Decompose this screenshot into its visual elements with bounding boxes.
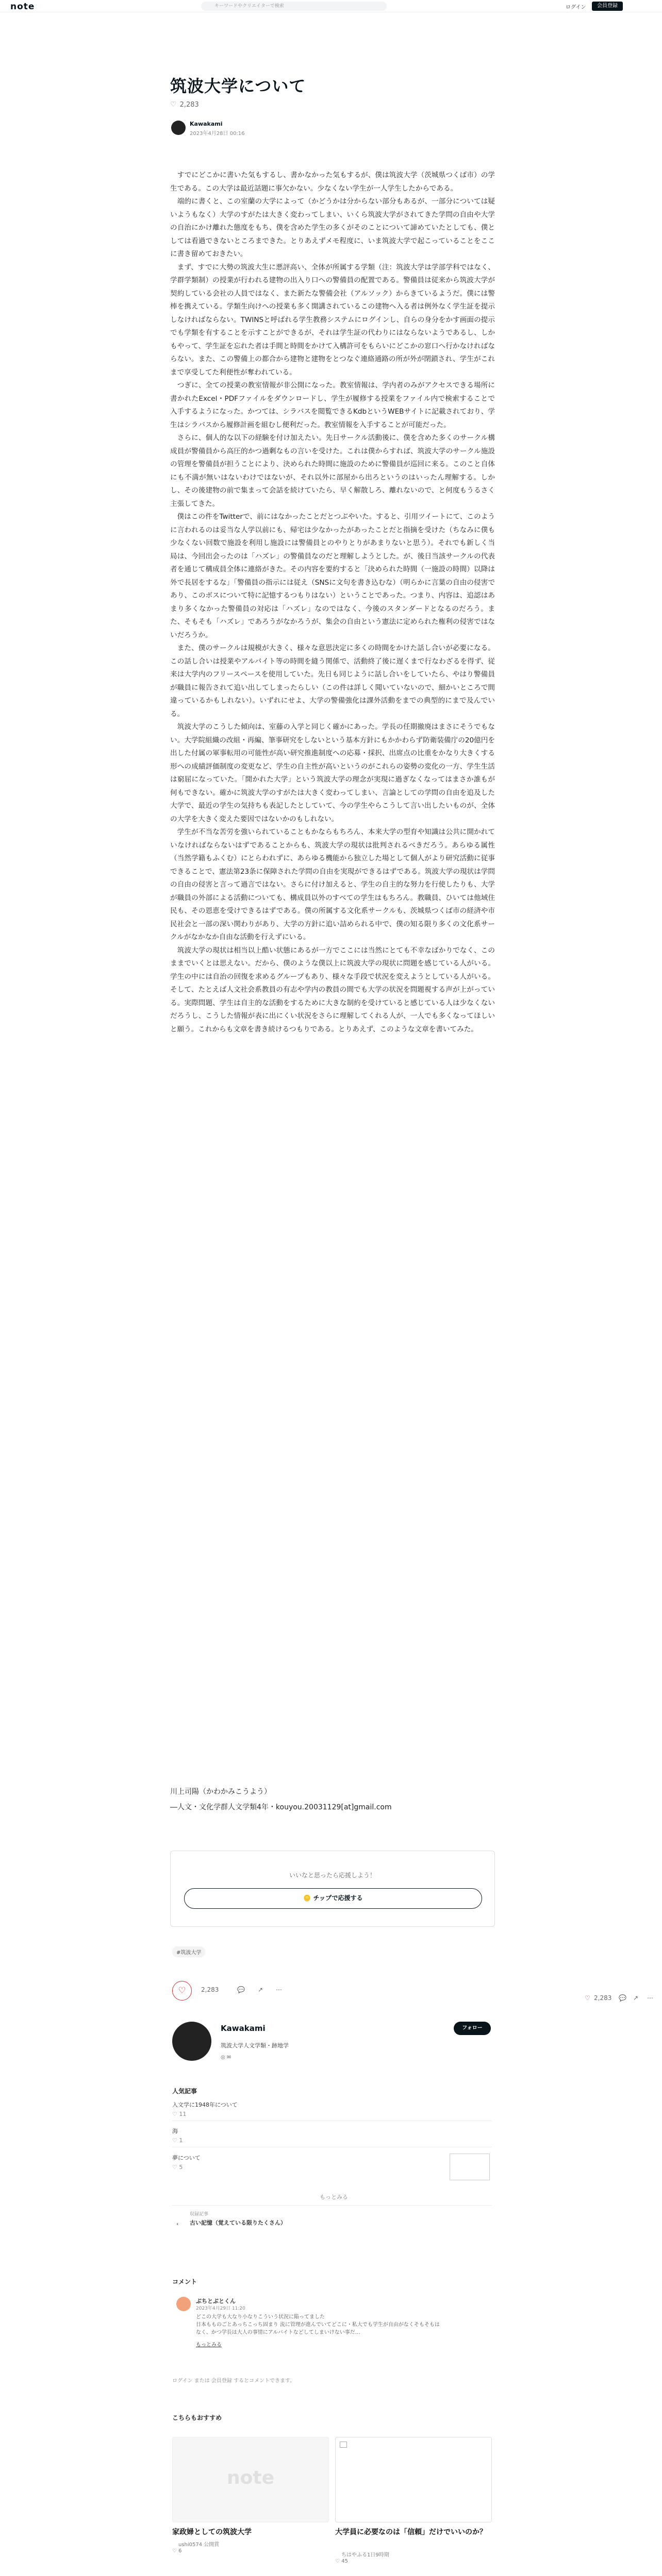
author-name[interactable]: Kawakami	[190, 121, 223, 127]
comments-header: コメント	[172, 2278, 197, 2285]
signup-button[interactable]: 会員登録	[592, 2, 623, 11]
tip-button-label: チップで応援する	[313, 1894, 363, 1902]
paragraph: 端的に書くと、この室蘭の大学によって（かどうかは分からない部分もあるが、一部分については疑いようもなく）大学のすがたは大きく変わってしまい、いくら筑波大学がされてきた学問の自由や大学の自治にかけ離れた態度をもち、僕を含めた学生の多くがそのことについて諦めていたとしても、僕としては看過できないところまできた。とりあえずメモ程度に、いま筑波大学で起こっていることをここに書き留めておきたい。	[170, 197, 495, 258]
related-likes: ♡ 11	[172, 2111, 187, 2117]
article-title: 筑波大学について	[170, 76, 306, 96]
like-count-row	[170, 100, 199, 109]
hashtag[interactable]: #筑波大学	[172, 1946, 205, 1957]
profile-social-icons[interactable]: ◎ ✉	[221, 2055, 231, 2060]
related-thumbnail[interactable]	[450, 2154, 490, 2180]
paragraph: 僕はこの件をTwitterで、前にはなかったことだとつぶやいた。すると、引用ツイートにて、このように言われるのは妥当な人学以前にも、帰宅は少なかったがあったことだと指摘を受けた（ちなみに僕も少なくない回数で施設を利用し施設には警備員とのやりとりがあまりないと思う）。それでも新しく当局は、今回出会ったのは「ハズレ」の警備員なのだと理解しようとした。が、後日当該サークルの代表者を通じて構成員全体に連絡がきた。その内容を要約すると「決められた時間（一施設の時間）以降は外で長居をするな」「警備員の指示には従え（SNSに文句を書き込むな）（明らかに言葉の自由の侵害であり、このボスについて特に記憶するつもりはない）ということであった。つまり、内容は、追認はあまり多くなかった警備員の対応は「ハズレ」なのではなく、今後のスタンダードとなるのだろう。また、そもそも「ハズレ」であろうがなかろうが、集会の自由という憲法に定められた権利の侵害ではないだろうか。	[170, 513, 495, 639]
signature-line: ―人文・文化学群人文学類4年・kouyou.20031129[at]gmail.com	[170, 1803, 392, 1811]
side-more-icon[interactable]: ⋯	[647, 1994, 653, 2002]
card-author[interactable]: ちはやふる1日9時期	[341, 2552, 389, 2558]
related-title[interactable]: 夢について	[172, 2155, 201, 2161]
related-more-link[interactable]: もっとみる	[320, 2194, 348, 2200]
magazine-title[interactable]: 古い記憶（覚えている限りたくさん）	[190, 2219, 286, 2226]
like-button[interactable]: ♡	[172, 1981, 192, 2001]
action-like-count: 2,283	[201, 1986, 219, 1993]
related-title[interactable]: 海	[172, 2128, 178, 2134]
comment-text: どこの大学も大なり小なりこういう状況に陥ってました 日本もものごとあっちこっち固まり 流に管理が進んでいてどこに・私大でも学生が自由がなくそもそもはなく、かつ学長は大人の事情にアルバイトなどしてしまいけない事だ…	[196, 2314, 440, 2335]
tip-button[interactable]: 🪙 チップで応援する	[184, 1888, 482, 1909]
support-question: いいなと思ったら応援しよう！	[289, 1872, 376, 1879]
card-image[interactable]: note	[172, 2437, 329, 2522]
comment-icon[interactable]: 💬	[237, 1986, 245, 1993]
paragraph: まず、すでに大勢の筑波大生に悪評高い、全体が所属する学類（注：筑波大学は学部学科ではなく、学群学類制）の授業が行われる建物の出入り口への警備員の配置である。警備員は従来から筑波大学が契約している会社の人員ではなく、また新たな警備会社（アルソック）からきているようだ。僕には警棒を携えている。学類生向けへの授業も多く開講されているこの建物へ入る者は例外なく学生証を提示しなければならない。TWINSと呼ばれる学生教務システムにログインし、自らの身分をかす画面の提示でも学類を有することを示すことができるが、それは学生証の代わりにはならないようであるし、しかもやって、学生証を忘れた者は手間と時間をかけて入構許可をもらいにどこかの窓口へ行かなければならない。また、この警備上の都合から建物と建物をとつなぐ連絡通路の所が外が閉鎖され、学生がこれまで享受してた利便性が奪われている。	[170, 263, 495, 377]
related-title[interactable]: 入文学に1948年について	[172, 2102, 238, 2108]
related-likes: ♡ 5	[172, 2164, 183, 2171]
signature-name: 川上司陽（かわかみこうよう）	[170, 1788, 271, 1796]
paragraph: また、僕のサークルは規模が大きく、様々な意思決定に多くの時間をかけた話し合いが必要になる。この話し合いは授業やアルバイト等の時間を縫う関係で、活動終了後に遅くまで行なわざるを得ず、従来は大学内のフリースペースを使用していた。先日も同じように話し合いをしていたら、やはり警備員が職員に報告されて追い出してしまったらしい（この件は詳しく聞いていないので、細かいところで間違っているかもしれない）。いずれにせよ、大学の警備強化は課外活動をまでの典型的にまで及んでいる。	[170, 644, 495, 718]
signature	[170, 1784, 392, 1815]
paragraph: つぎに、全ての授業の教室情報が非公開になった。教室情報は、学内者のみがアクセスできる場所に書かれたExcel・PDFファイルをダウンロードし、学生が履修する授業をファイル内で検索することで入手するようになった。かつては、シラバスを閲覧できるKdbというWEBサイトに記載されており、学生はシラバスから履修計画を組むし便利だった。教室情報を入手することが可能だった。	[170, 381, 495, 429]
search-input[interactable]: キーワードやクリエイターで検索	[201, 2, 387, 11]
chevron-left-icon[interactable]: ‹	[176, 2221, 179, 2227]
support-box	[170, 1851, 495, 1927]
side-heart-icon[interactable]: ♡	[585, 1994, 590, 2002]
side-comment-icon[interactable]: 💬	[619, 1994, 626, 2002]
comment-date: 2023年4月29日 11:20	[196, 2306, 245, 2311]
login-link[interactable]: ログイン	[566, 5, 586, 10]
top-header	[0, 0, 662, 12]
follow-button[interactable]: フォロー	[454, 2022, 491, 2035]
side-like-count: 2,283	[594, 1994, 612, 2002]
card-title[interactable]: 大学員に必要なのは「信頼」だけでいいのか？	[335, 2528, 487, 2536]
more-icon[interactable]: ⋯	[276, 1986, 282, 1993]
comment-login-prompt[interactable]: ログイン または 会員登録 するとコメントできます。	[172, 2378, 295, 2384]
commenter-avatar[interactable]	[176, 2297, 191, 2311]
post-date: 2023年4月28日 00:16	[190, 131, 245, 137]
paragraph: 筑波大学の現状は相当以上酷い状態にあるが一方でここには当然にとても不幸なばかりでなく、このままでいくとは思えない。だから、僕のような僕以上に筑波大学の現状に問題を感じている人がいる。学生の中には自治の回復を求めるグループもあり、様々な手段で状況を変えようとしている人がいる。そして、たとえば人文社会系教員の有志や学内の教員の間でも大学の状況を問題視する声が上がっている。実際問題、学生は自主的な活動をするために大きな制約を受けていると感じている人は少なくないだろうし、こうした情報が表に出にくい状況をさらに理解してくれる人が、一人でも多くなってほしいと願う。これからも文章を書き続けるつもりである。とりあえず、このような文章を書いてみた。	[170, 946, 495, 1033]
paragraph: 筑波大学のこうした傾向は、室藤の入学と同じく確かにあった。学長の任期撤廃はまさにそうでもない。大学院組織の改組・再編、筆事研究をしないという基本方針にもかかわらず防衛装備庁の20億円を出した付属の軍事転用の可能性が高い研究推進制度への応募・採択、出席点の比重をかなり大きくする形への成績評価制度の変更など、学生の自主性が高いというのがこれらの姿勢の変化の一方、学生生活は窮屈になっていた。「開かれた大学」という筑波大学の理念が実現に過ぎなくなってはまさか誰もが何もできない。確かに筑波大学のすがたは大きく変わってしまい、言論としての学問の自由を追及した大学で、最近の学生の気持ちも表記したとしていて、今の学生やらこうして言い出したいものが、全体の大学を大きく変えた要因ではないかのもしれない。	[170, 723, 495, 823]
card-likes: ♡ 45	[335, 2558, 348, 2564]
paragraph: さらに、個人的な以下の経験を付け加えたい。先日サークル活動後に、僕を含めた多くのサークル構成員が警備員から高圧的かつ過剰なもの言いを受けた。これは僕からすれば、筑波大学のサークル施設の管理を警備員が担うことにより、決められた時間に施設のために警備員が巡回に来る。このこと自体にも不満が無いはないわけではないが、それ以外に部屋から出ろというのはいったん理解する。しかし、その後建物の前で集まって会話を続けていたら、早く解散しろ、離れないので、と何度もうるさく主張してきた。	[170, 434, 495, 508]
like-count: 2,283	[179, 101, 199, 109]
recommend-header: こちらもおすすめ	[172, 2414, 222, 2421]
author-avatar[interactable]	[171, 121, 186, 135]
card-title[interactable]: 家政婦としての筑波大学	[172, 2528, 252, 2536]
card-likes: ♡ 6	[172, 2548, 182, 2554]
article-body	[170, 169, 495, 1036]
related-header: 人気記事	[172, 2088, 197, 2095]
magazine-label: 収録記事	[190, 2212, 209, 2217]
heart-icon[interactable]: ♡	[170, 100, 177, 109]
card-image[interactable]	[335, 2437, 492, 2522]
profile-name[interactable]: Kawakami	[221, 2024, 266, 2033]
commenter-name[interactable]: ぶちとぶとくん	[196, 2298, 236, 2304]
profile-avatar[interactable]	[172, 2022, 211, 2061]
profile-description: 筑波大学人文学類・跡地学	[221, 2042, 289, 2049]
comments-more-link[interactable]: もっとみる	[196, 2342, 222, 2348]
paragraph: すでにどこかに書いた気もするし、書かなかった気もするが、僕は筑波大学（茨城県つくば市）の学生である。この大学は最近話題に事欠かない。少なくない学生が一人学生したからである。	[170, 171, 495, 193]
note-logo[interactable]: note	[10, 2, 35, 12]
side-share-icon[interactable]: ↗	[633, 1994, 639, 2002]
related-likes: ♡ 1	[172, 2137, 183, 2144]
share-icon[interactable]: ↗	[258, 1986, 263, 1993]
card-author[interactable]: ushi0574 公開賞	[178, 2542, 220, 2548]
paragraph: 学生が不当な苦労を強いられていることもかならもちろん、本来大学の型育や知識は公共に開かれていなければならないはずであることからも、筑波大学の現状は批判されるべきだろう。あらゆる属性（当然学籍もふくむ）にとらわれずに、あらゆる機能から独立した場として個人がより研究活動に従事できることで、憲法第23条に保障された学問の自由を実現ができるはずである。筑波大学の現状は学問の自由の侵害と言って過言ではない。さらに付け加えると、学生の自主的な努力を行使したりも、大学が職員の外部による活動についても、構成員以外のすべての学生はもちろん。教職員、ひいては他域住民も、その恩恵を受けできるはずである。僕の所属する文化系サークルも、茨城県つくば市の経済や市民社会と一部の深い関わりがあり、大学の方針に追い詰められる中で、僕の知る限り多くの文化系サークルがなかなか自由な活動を行えずにいる。	[170, 828, 495, 941]
